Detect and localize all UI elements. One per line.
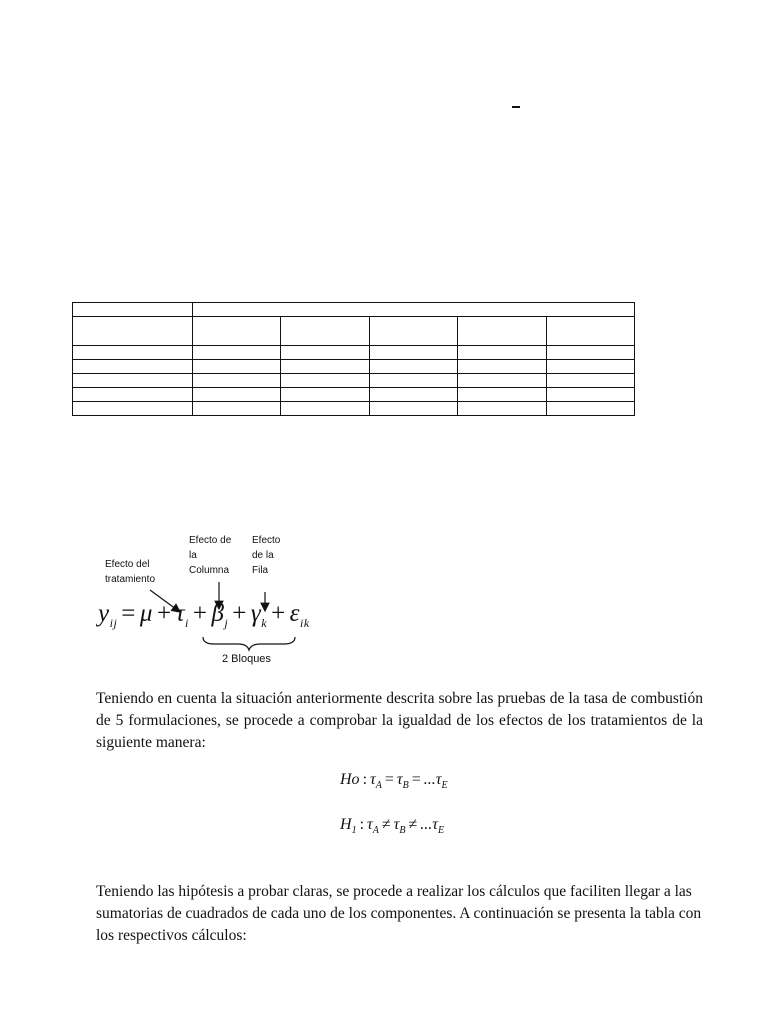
- paragraph-calculations-intro: Teniendo las hipótesis a probar claras, se procede a realizar los cálculos que faciliten llegar a las sumatorias de cuadrados de cada uno de los componentes. A continuación se presenta la tabla con los respectivos cálculos:: [96, 883, 702, 944]
- label-column-effect: Efecto de la Columna: [189, 535, 232, 576]
- brace-label: 2 Bloques: [222, 653, 271, 665]
- brace: [203, 637, 295, 650]
- label-row-effect: Efecto de la Fila: [252, 535, 281, 576]
- null-hypothesis: Ho : $\tau_A = \tau_B = ...\tau_E$: [340, 771, 448, 792]
- alternative-hypothesis: $H_1$ : $\tau_A \ne \tau_B \ne ...\tau_E$: [340, 816, 445, 837]
- model-equation: $y_{ij} = \mu + \tau_i + \beta_j + \gamma_k + \varepsilon_{ik}$: [98, 600, 310, 630]
- paragraph-hypothesis-intro: Teniendo en cuenta la situación anteriormente descrita sobre las pruebas de la tasa de combustión de 5 formulaciones, se procede a comprobar la igualdad de los efectos de los tratamientos de la siguiente manera:: [96, 690, 703, 751]
- label-treatment-effect: Efecto del tratamiento: [105, 559, 156, 585]
